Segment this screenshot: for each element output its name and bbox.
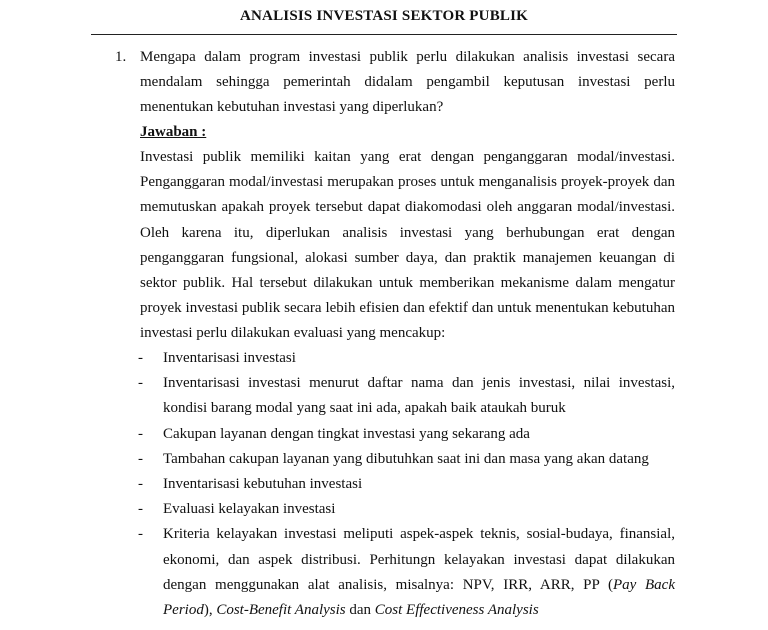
- list-item-text: Cakupan layanan dengan tingkat investasi yang sekarang ada: [163, 425, 530, 442]
- title-underline: [91, 34, 677, 35]
- list-marker: -: [138, 425, 143, 442]
- list-item-text: Inventarisasi investasi: [163, 350, 296, 366]
- list-marker: -: [138, 526, 143, 543]
- list-item: [138, 472, 675, 497]
- question-number: 1.: [115, 49, 127, 65]
- list-marker: -: [138, 476, 143, 493]
- list-item: [138, 447, 675, 472]
- question-text: Mengapa dalam program investasi publik perlu dilakukan analisis investasi secara mendalam sehingga pemerintah didalam pengambil keputusan investasi perlu menentukan kebutuhan investasi yang diperlukan?: [140, 49, 675, 116]
- answer-paragraph: Investasi publik memiliki kaitan yang erat dengan penganggaran modal/investasi. Penganggaran modal/investasi merupakan proses untuk menganalisis proyek-proyek dan memutuskan apakah proyek tersebut dapat diakomodasi oleh anggaran modal/investasi. Oleh karena itu, diperlukan analisis investasi yang berhubungan erat dengan penganggaran fungsional, alokasi sumber daya, dan praktik manajemen keuangan di sektor publik. Hal tersebut dilakukan untuk memberikan mekanisme dalam mengatur proyek investasi publik secara lebih efisien dan efektif dan untuk menentukan kebutuhan investasi perlu dilakukan evaluasi yang mencakup:: [140, 149, 675, 342]
- list-marker: -: [138, 501, 143, 518]
- list-marker: -: [138, 375, 143, 392]
- answer-heading: Jawaban :: [140, 124, 207, 140]
- criteria-italic-payback: Pay Back Period: [163, 576, 675, 619]
- criteria-italic-cea: Cost Effectiveness Analysis: [374, 602, 539, 619]
- criteria-text: Kriteria kelayakan investasi meliputi aspek-aspek teknis, sosial-budaya, finansial, ekonomi, dan aspek distribusi. Perhitungn kelayakan investasi dapat dilakukan dengan menggunakan alat analisis, misalnya: NPV, IRR, ARR, PP (: [163, 526, 675, 593]
- list-marker: -: [138, 450, 143, 467]
- list-item-text: Tambahan cakupan layanan yang dibutuhkan saat ini dan masa yang akan datang: [163, 450, 649, 467]
- list-item-text: Inventarisasi investasi menurut daftar nama dan jenis investasi, nilai investasi, kondisi barang modal yang saat ini ada, apakah baik ataukah buruk: [163, 375, 675, 417]
- evaluation-list: [138, 346, 675, 623]
- criteria-text-2: ),: [203, 602, 217, 619]
- document-title: ANALISIS INVESTASI SEKTOR PUBLIK: [239, 8, 529, 24]
- list-item-text: Inventarisasi kebutuhan investasi: [163, 476, 363, 493]
- criteria-italic-cba: Cost-Benefit Analysis: [216, 602, 346, 619]
- criteria-text-3: dan: [345, 602, 375, 619]
- list-item: [138, 497, 675, 522]
- list-item-criteria: [138, 522, 675, 623]
- list-item: [138, 346, 675, 371]
- list-item: [138, 371, 675, 421]
- list-item-text: Evaluasi kelayakan investasi: [163, 501, 336, 518]
- list-marker: -: [138, 350, 143, 366]
- list-item: [138, 422, 675, 447]
